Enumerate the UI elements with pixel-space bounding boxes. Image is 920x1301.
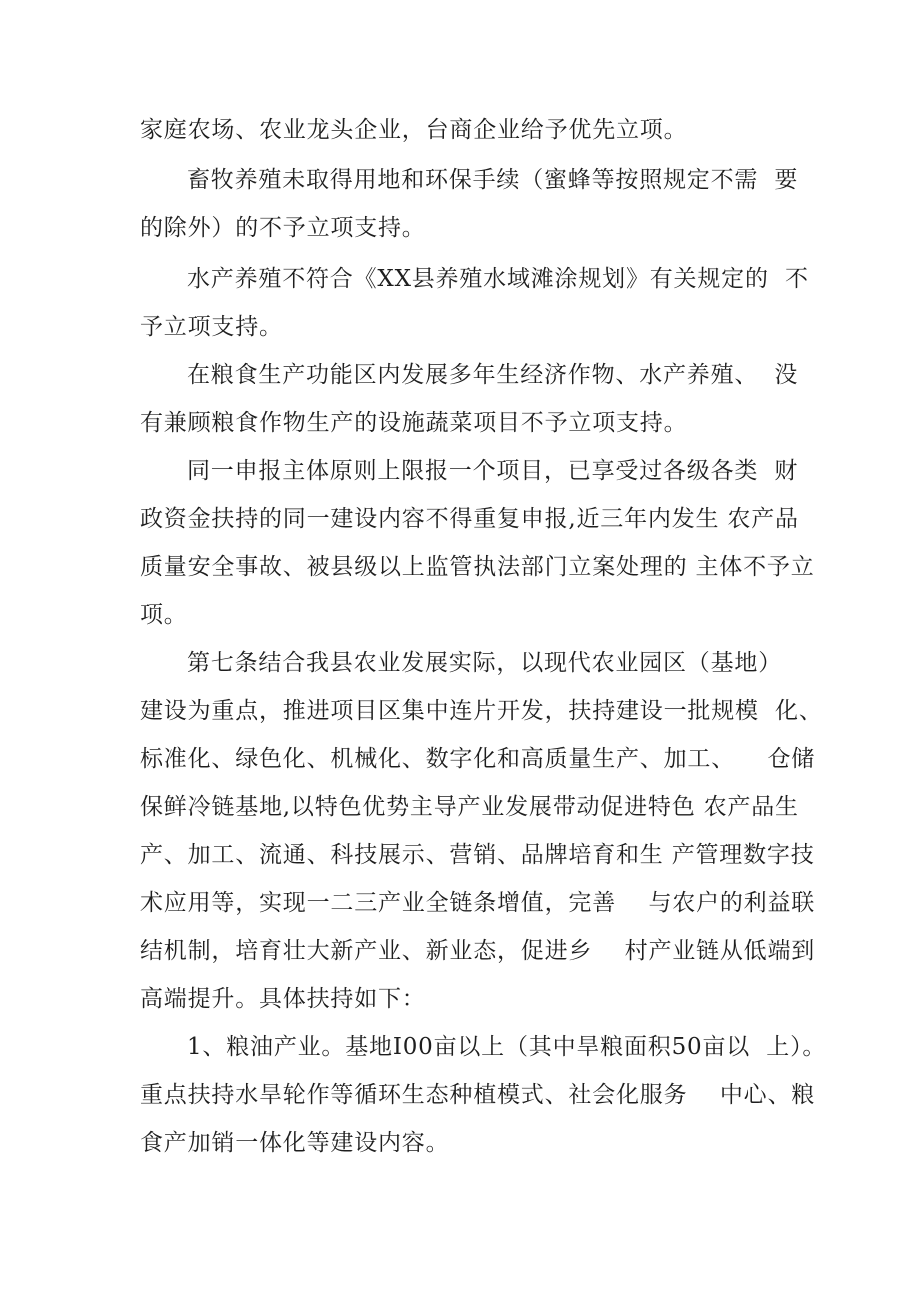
text-line: 第七条结合我县农业发展实际，以现代农业园区（基地） [187,650,782,676]
text-line: 家庭农场、农业龙头企业，台商企业给予优先立项。 [140,117,688,143]
text-line: 术应用等，实现一二三产业全链条增值，完善 与农户的利益联 [140,890,816,916]
text-line: 标准化、绿色化、机械化、数字化和高质量生产、加工、 仓储 [140,746,816,772]
text-line: 产、加工、流通、科技展示、营销、品牌培育和生 产管理数字技 [140,842,815,868]
text-line: 食产加销一体化等建设内容。 [140,1130,450,1156]
text-line: 高端提升。具体扶持如下： [140,986,426,1012]
text-line: 建设为重点，推进项目区集中连片开发，扶持建设一批规模 化、 [140,698,823,724]
text-line: 1、粮油产业。基地I00亩以上（其中旱粮面积50亩以 上）。 [187,1034,827,1060]
text-line: 政资金扶持的同一建设内容不得重复申报,近三年内发生 农产品 [140,506,799,532]
text-line: 同一申报主体原则上限报一个项目，已享受过各级各类 财 [187,458,799,484]
text-line: 予立项支持。 [140,314,283,340]
text-line: 的除外）的不予立项支持。 [140,215,426,241]
text-line: 项。 [140,602,188,628]
text-line: 结机制，培育壮大新产业、新业态，促进乡 村产业链从低端到 [140,938,816,964]
text-line: 畜牧养殖未取得用地和环保手续（蜜蜂等按照规定不需 要 [187,167,799,193]
text-line: 有兼顾粮食作物生产的设施蔬菜项目不予立项支持。 [140,410,688,436]
text-line: 水产养殖不符合《XX县养殖水域滩涂规划》有关规定的 不 [187,266,809,292]
text-line: 在粮食生产功能区内发展多年生经济作物、水产养殖、 没 [187,362,799,388]
text-line: 重点扶持水旱轮作等循环生态种植模式、社会化服务 中心、粮 [140,1082,816,1108]
text-line: 保鲜冷链基地,以特色优势主导产业发展带动促进特色 农产品生 [140,794,799,820]
text-line: 质量安全事故、被县级以上监管执法部门立案处理的 主体不予立 [140,554,815,580]
